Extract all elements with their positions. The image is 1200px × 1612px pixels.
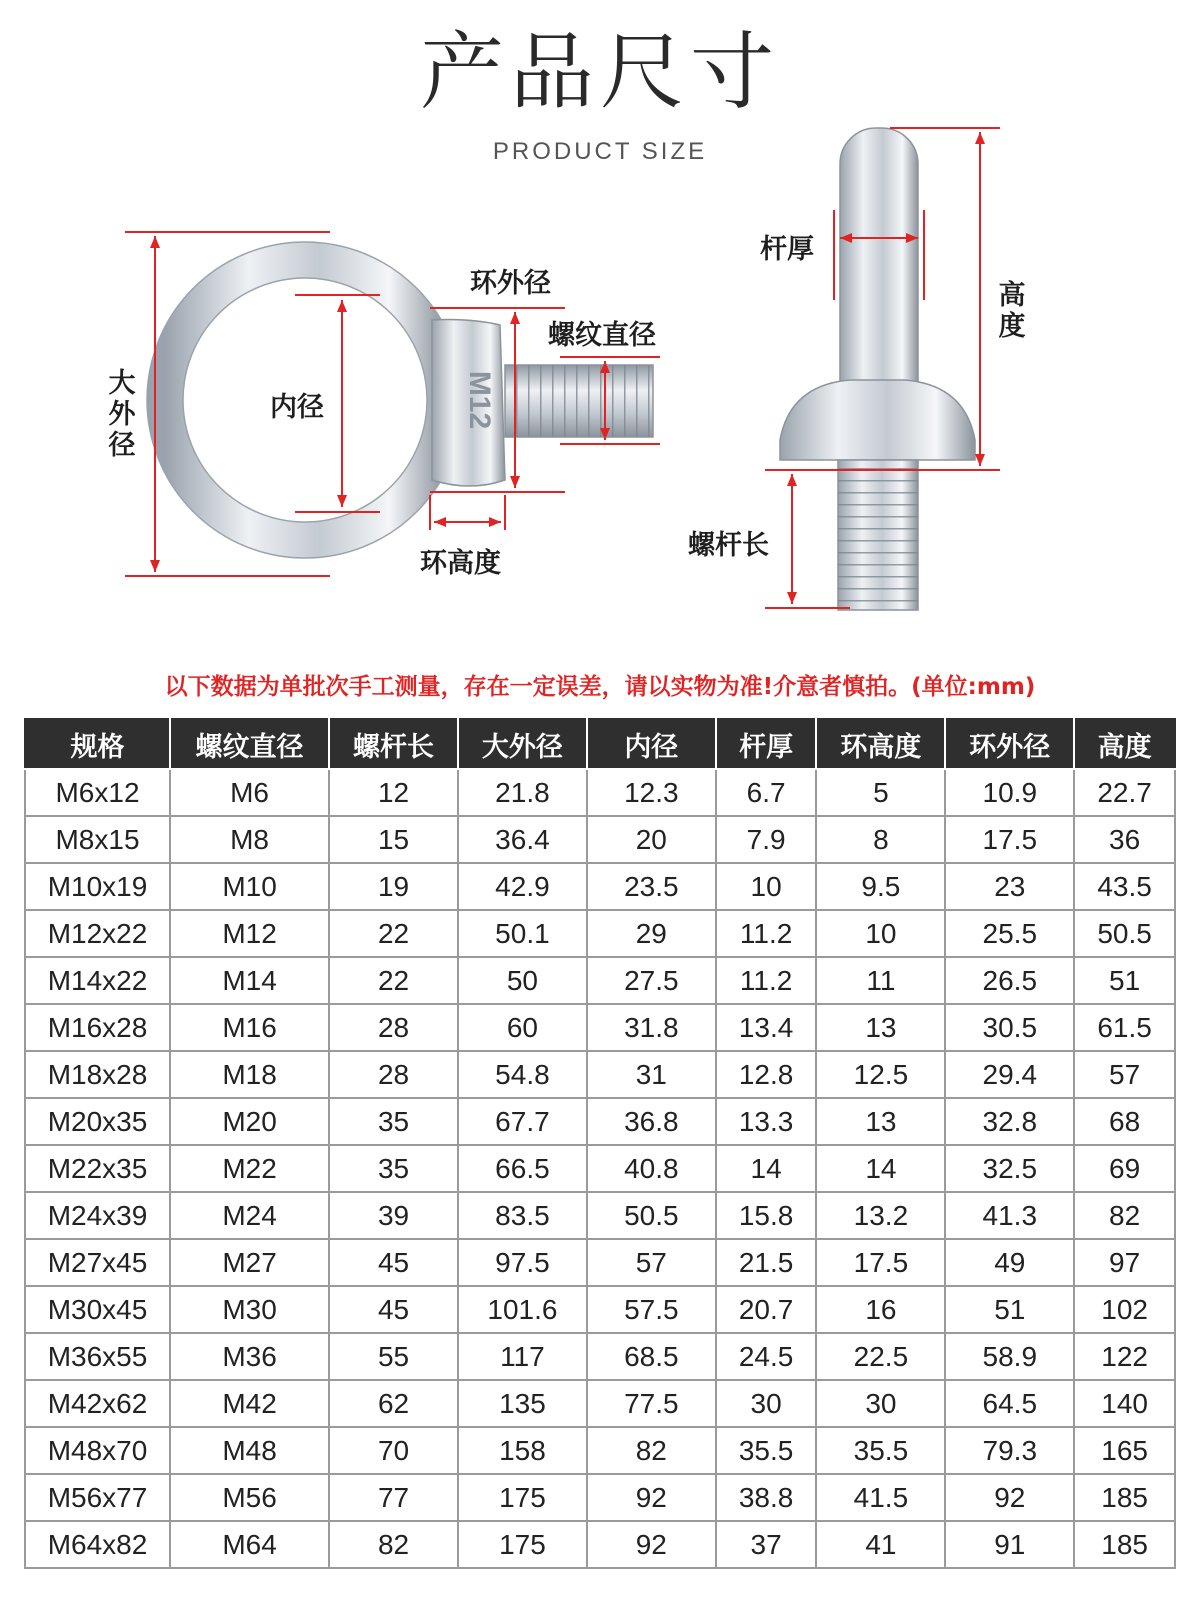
column-header: 环高度: [816, 719, 945, 769]
table-cell: M8x15: [25, 816, 170, 863]
table-cell: 12: [329, 769, 458, 816]
label-rod-thickness: 杆厚: [760, 234, 814, 265]
column-header: 大外径: [458, 719, 587, 769]
table-cell: 67.7: [458, 1098, 587, 1145]
table-cell: M14x22: [25, 957, 170, 1004]
table-row: [25, 1051, 1175, 1098]
table-cell: 165: [1074, 1427, 1175, 1474]
table-cell: 14: [816, 1145, 945, 1192]
table-cell: 5: [816, 769, 945, 816]
table-cell: 16: [816, 1286, 945, 1333]
table-cell: 102: [1074, 1286, 1175, 1333]
table-row: [25, 1427, 1175, 1474]
table-cell: 55: [329, 1333, 458, 1380]
table-cell: 50.1: [458, 910, 587, 957]
table-cell: 9.5: [816, 863, 945, 910]
table-cell: M27x45: [25, 1239, 170, 1286]
table-cell: 28: [329, 1051, 458, 1098]
table-cell: 61.5: [1074, 1004, 1175, 1051]
table-cell: 60: [458, 1004, 587, 1051]
table-cell: M6: [170, 769, 329, 816]
table-cell: 35: [329, 1098, 458, 1145]
table-cell: 51: [1074, 957, 1175, 1004]
table-cell: 19: [329, 863, 458, 910]
table-cell: 82: [329, 1521, 458, 1568]
table-cell: 8: [816, 816, 945, 863]
label-height: 高度: [998, 280, 1026, 343]
table-cell: M6x12: [25, 769, 170, 816]
table-cell: 140: [1074, 1380, 1175, 1427]
table-cell: M10x19: [25, 863, 170, 910]
table-cell: 35: [329, 1145, 458, 1192]
table-cell: 45: [329, 1286, 458, 1333]
table-cell: 29: [587, 910, 716, 957]
table-cell: 10: [716, 863, 817, 910]
table-cell: 20.7: [716, 1286, 817, 1333]
table-cell: 31: [587, 1051, 716, 1098]
table-cell: M36x55: [25, 1333, 170, 1380]
table-cell: 50: [458, 957, 587, 1004]
label-screw-length: 螺杆长: [688, 530, 769, 561]
table-cell: 91: [945, 1521, 1074, 1568]
table-cell: 22.7: [1074, 769, 1175, 816]
page-subtitle: PRODUCT SIZE: [492, 138, 708, 165]
table-cell: 92: [587, 1474, 716, 1521]
side-view: [780, 128, 975, 610]
table-row: [25, 1192, 1175, 1239]
table-row: [25, 1098, 1175, 1145]
table-cell: M64: [170, 1521, 329, 1568]
table-cell: 36: [1074, 816, 1175, 863]
table-cell: M12: [170, 910, 329, 957]
table-row: [25, 1286, 1175, 1333]
table-cell: 12.3: [587, 769, 716, 816]
table-cell: M30: [170, 1286, 329, 1333]
table-cell: 25.5: [945, 910, 1074, 957]
table-cell: 7.9: [716, 816, 817, 863]
page-title: 产品尺寸: [419, 23, 780, 121]
table-cell: 68: [1074, 1098, 1175, 1145]
table-cell: 13: [816, 1004, 945, 1051]
table-cell: 62: [329, 1380, 458, 1427]
label-thread-diameter: 螺纹直径: [548, 320, 656, 351]
table-cell: 97.5: [458, 1239, 587, 1286]
table-cell: M16: [170, 1004, 329, 1051]
column-header: 杆厚: [716, 719, 817, 769]
table-cell: 42.9: [458, 863, 587, 910]
table-cell: 31.8: [587, 1004, 716, 1051]
table-cell: 57.5: [587, 1286, 716, 1333]
measurement-notice: 以下数据为单批次手工测量，存在一定误差，请以实物为准!介意者慎拍。(单位:mm): [164, 674, 1036, 700]
table-cell: M16x28: [25, 1004, 170, 1051]
table-row: [25, 1004, 1175, 1051]
table-cell: 29.4: [945, 1051, 1074, 1098]
table-cell: 158: [458, 1427, 587, 1474]
table-cell: 57: [587, 1239, 716, 1286]
table-cell: 11: [816, 957, 945, 1004]
table-cell: 92: [945, 1474, 1074, 1521]
table-cell: M8: [170, 816, 329, 863]
table-cell: 13: [816, 1098, 945, 1145]
table-cell: 41.5: [816, 1474, 945, 1521]
table-cell: 50.5: [1074, 910, 1175, 957]
table-cell: 28: [329, 1004, 458, 1051]
table-cell: 10.9: [945, 769, 1074, 816]
table-cell: 64.5: [945, 1380, 1074, 1427]
table-cell: 69: [1074, 1145, 1175, 1192]
table-row: [25, 1239, 1175, 1286]
table-cell: M36: [170, 1333, 329, 1380]
table-cell: 49: [945, 1239, 1074, 1286]
table-row: [25, 1333, 1175, 1380]
table-cell: 14: [716, 1145, 817, 1192]
table-row: [25, 863, 1175, 910]
table-cell: M42: [170, 1380, 329, 1427]
table-cell: 135: [458, 1380, 587, 1427]
table-cell: M42x62: [25, 1380, 170, 1427]
table-row: [25, 1474, 1175, 1521]
table-cell: 11.2: [716, 957, 817, 1004]
table-row: [25, 1380, 1175, 1427]
table-cell: M24: [170, 1192, 329, 1239]
table-cell: M18: [170, 1051, 329, 1098]
table-cell: M27: [170, 1239, 329, 1286]
table-cell: 23: [945, 863, 1074, 910]
table-cell: 41.3: [945, 1192, 1074, 1239]
table-cell: 101.6: [458, 1286, 587, 1333]
table-cell: 185: [1074, 1474, 1175, 1521]
column-header: 螺杆长: [329, 719, 458, 769]
table-cell: 10: [816, 910, 945, 957]
table-cell: M48x70: [25, 1427, 170, 1474]
table-cell: 175: [458, 1521, 587, 1568]
table-cell: 35.5: [816, 1427, 945, 1474]
table-cell: 22.5: [816, 1333, 945, 1380]
column-header: 螺纹直径: [170, 719, 329, 769]
table-cell: 51: [945, 1286, 1074, 1333]
table-cell: 15: [329, 816, 458, 863]
table-cell: 39: [329, 1192, 458, 1239]
table-cell: 11.2: [716, 910, 817, 957]
column-header: 内径: [587, 719, 716, 769]
table-cell: 54.8: [458, 1051, 587, 1098]
table-cell: 97: [1074, 1239, 1175, 1286]
table-row: [25, 910, 1175, 957]
table-cell: 79.3: [945, 1427, 1074, 1474]
column-header: 环外径: [945, 719, 1074, 769]
table-cell: 43.5: [1074, 863, 1175, 910]
table-cell: 175: [458, 1474, 587, 1521]
table-cell: 30: [816, 1380, 945, 1427]
table-cell: 50.5: [587, 1192, 716, 1239]
table-cell: 17.5: [945, 816, 1074, 863]
column-header: 高度: [1074, 719, 1175, 769]
table-cell: 20: [587, 816, 716, 863]
table-cell: 36.4: [458, 816, 587, 863]
table-cell: 58.9: [945, 1333, 1074, 1380]
table-cell: 92: [587, 1521, 716, 1568]
table-cell: 122: [1074, 1333, 1175, 1380]
label-outer-diameter: 大外径: [108, 368, 136, 462]
table-cell: 27.5: [587, 957, 716, 1004]
label-inner-diameter: 内径: [270, 392, 324, 423]
table-cell: 66.5: [458, 1145, 587, 1192]
table-cell: 13.3: [716, 1098, 817, 1145]
table-cell: 32.8: [945, 1098, 1074, 1145]
table-cell: 12.5: [816, 1051, 945, 1098]
table-cell: 57: [1074, 1051, 1175, 1098]
table-cell: 30.5: [945, 1004, 1074, 1051]
table-cell: 83.5: [458, 1192, 587, 1239]
table-cell: 22: [329, 910, 458, 957]
table-cell: 21.8: [458, 769, 587, 816]
table-row: [25, 816, 1175, 863]
table-cell: 117: [458, 1333, 587, 1380]
label-ring-outer-diameter: 环外径: [470, 268, 551, 299]
table-cell: 32.5: [945, 1145, 1074, 1192]
table-row: [25, 1145, 1175, 1192]
size-marking: M12: [463, 370, 496, 430]
table-cell: 41: [816, 1521, 945, 1568]
table-cell: M18x28: [25, 1051, 170, 1098]
column-header: 规格: [25, 719, 170, 769]
table-cell: M12x22: [25, 910, 170, 957]
table-cell: 23.5: [587, 863, 716, 910]
table-cell: M30x45: [25, 1286, 170, 1333]
table-cell: 30: [716, 1380, 817, 1427]
table-cell: 77: [329, 1474, 458, 1521]
table-cell: 37: [716, 1521, 817, 1568]
table-cell: 13.4: [716, 1004, 817, 1051]
table-row: [25, 769, 1175, 816]
table-cell: M20x35: [25, 1098, 170, 1145]
table-cell: M24x39: [25, 1192, 170, 1239]
table-cell: 36.8: [587, 1098, 716, 1145]
table-cell: 35.5: [716, 1427, 817, 1474]
table-header-row: [25, 719, 1175, 769]
table-cell: 40.8: [587, 1145, 716, 1192]
table-cell: M64x82: [25, 1521, 170, 1568]
table-cell: M56x77: [25, 1474, 170, 1521]
table-row: [25, 957, 1175, 1004]
table-cell: 38.8: [716, 1474, 817, 1521]
table-cell: 77.5: [587, 1380, 716, 1427]
table-cell: M10: [170, 863, 329, 910]
table-cell: 82: [587, 1427, 716, 1474]
table-cell: 185: [1074, 1521, 1175, 1568]
table-cell: 45: [329, 1239, 458, 1286]
table-cell: 82: [1074, 1192, 1175, 1239]
table-cell: M22x35: [25, 1145, 170, 1192]
table-cell: M14: [170, 957, 329, 1004]
table-cell: 70: [329, 1427, 458, 1474]
table-cell: 22: [329, 957, 458, 1004]
table-cell: M22: [170, 1145, 329, 1192]
label-ring-height: 环高度: [420, 548, 501, 579]
table-cell: 17.5: [816, 1239, 945, 1286]
front-view: [147, 242, 653, 558]
table-cell: 12.8: [716, 1051, 817, 1098]
table-cell: M48: [170, 1427, 329, 1474]
table-cell: 26.5: [945, 957, 1074, 1004]
table-cell: M20: [170, 1098, 329, 1145]
table-cell: 24.5: [716, 1333, 817, 1380]
table-row: [25, 1521, 1175, 1568]
table-cell: 13.2: [816, 1192, 945, 1239]
table-cell: 21.5: [716, 1239, 817, 1286]
table-cell: 15.8: [716, 1192, 817, 1239]
table-cell: M56: [170, 1474, 329, 1521]
spec-table: [24, 718, 1176, 1569]
table-cell: 6.7: [716, 769, 817, 816]
table-cell: 68.5: [587, 1333, 716, 1380]
